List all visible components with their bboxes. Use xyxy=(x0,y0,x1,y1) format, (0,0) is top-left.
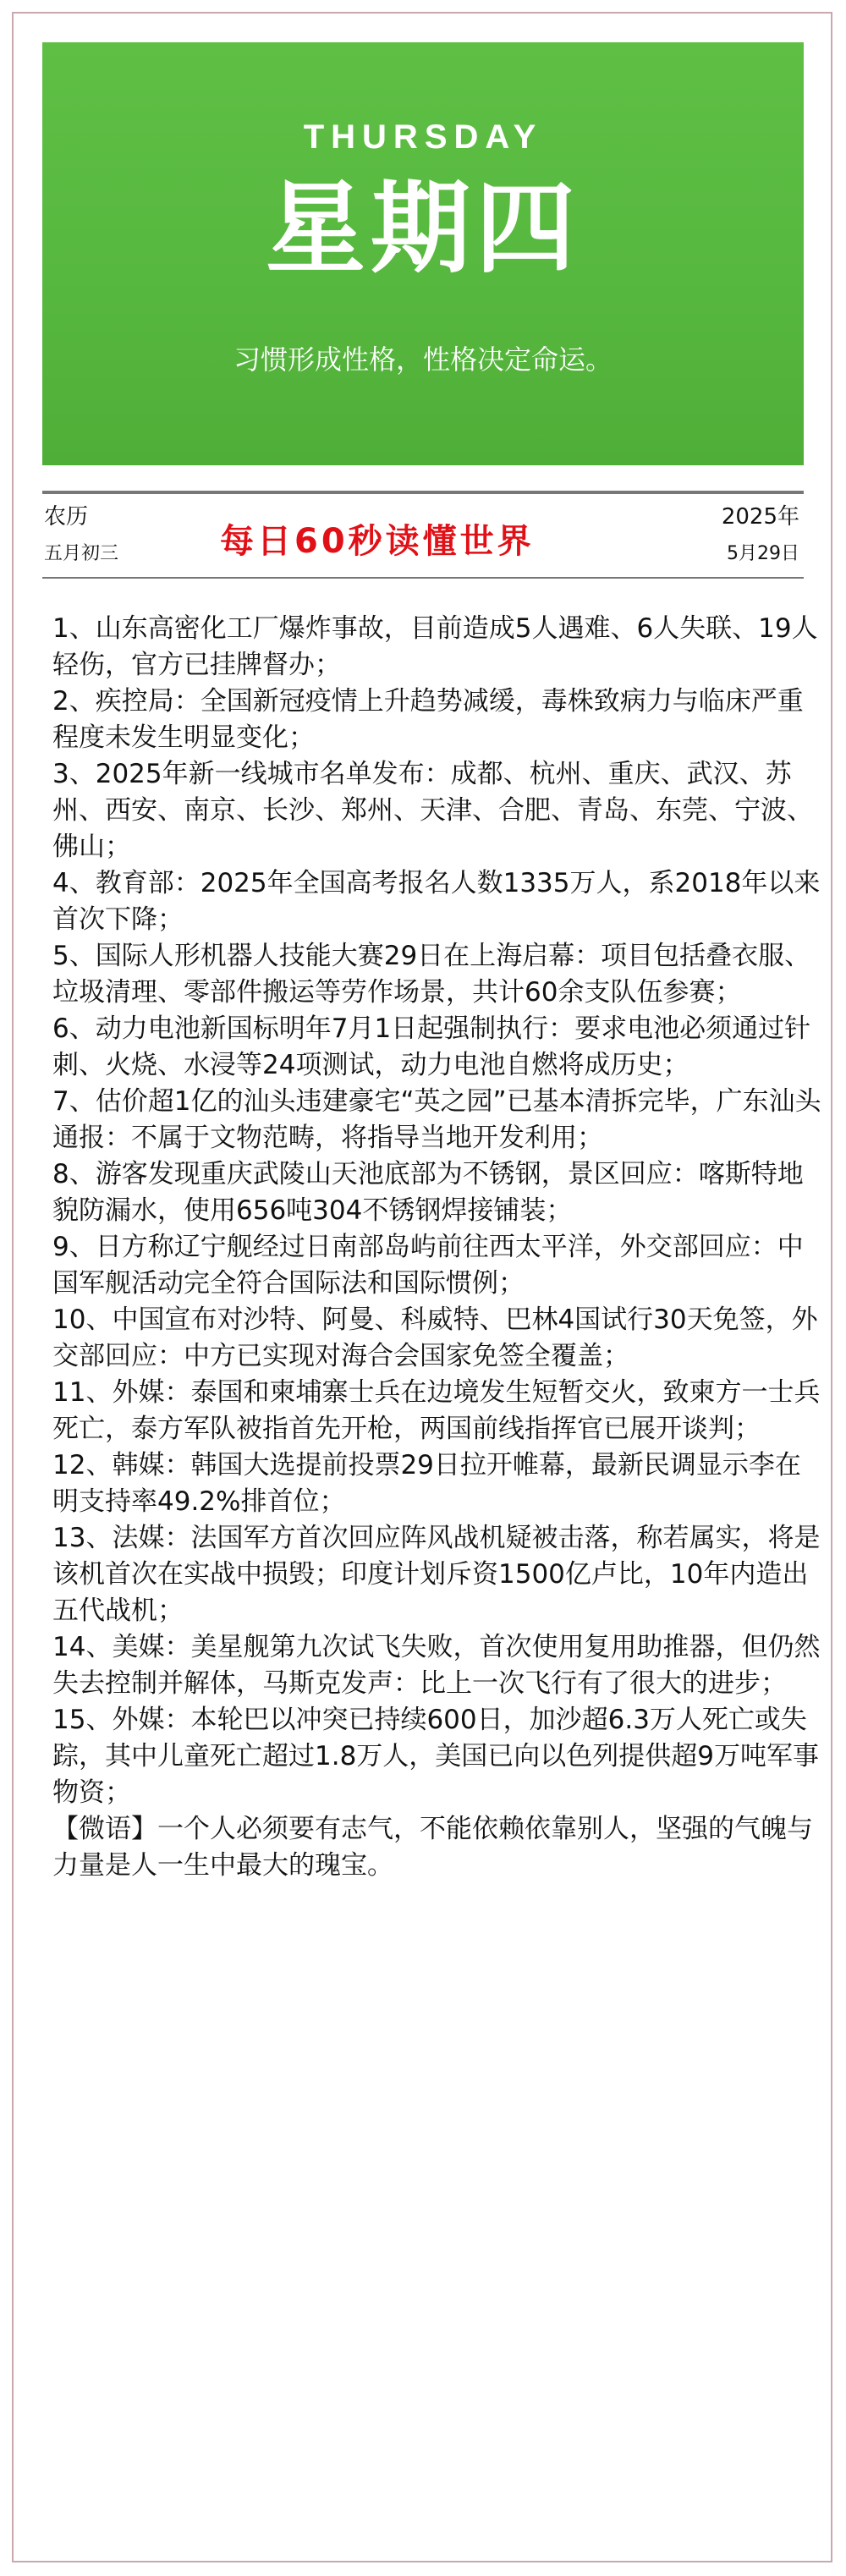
news-item: 1、山东高密化工厂爆炸事故，目前造成5人遇难、6人失联、19人轻伤，官方已挂牌督办； xyxy=(52,613,818,680)
news-item: 5、国际人形机器人技能大赛29日在上海启幕：项目包括叠衣服、垃圾清理、零部件搬运等劳作场景，共计60余支队伍参赛； xyxy=(52,941,811,1008)
lunar-label: 农历 xyxy=(44,504,89,530)
news-item: 9、日方称辽宁舰经过日南部岛屿前往西太平洋，外交部回应：中国军舰活动完全符合国际法和国际惯例； xyxy=(52,1232,804,1299)
motto: 习惯形成性格，性格决定命运。 xyxy=(233,343,613,376)
news-item: 10、中国宣布对沙特、阿曼、科威特、巴林4国试行30天免签，外交部回应：中方已实现对海合会国家免签全覆盖； xyxy=(52,1304,818,1371)
date: 5月29日 xyxy=(727,543,799,564)
news-item: 3、2025年新一线城市名单发布：成都、杭州、重庆、武汉、苏州、西安、南京、长沙、郑州、天津、合肥、青岛、东莞、宁波、佛山； xyxy=(52,759,813,862)
lunar-date: 五月初三 xyxy=(44,543,119,564)
weekday-english: THURSDAY xyxy=(303,118,543,156)
news-list xyxy=(52,611,822,1884)
header-banner xyxy=(42,42,804,465)
divider-top xyxy=(42,491,804,494)
news-item: 6、动力电池新国标明年7月1日起强制执行：要求电池必须通过针刺、火烧、水浸等24项测试，动力电池自燃将成历史； xyxy=(52,1013,811,1080)
news-item: 13、法媒：法国军方首次回应阵风战机疑被击落，称若属实，将是该机首次在实战中损毁；印度计划斥资1500亿卢比，10年内造出五代战机； xyxy=(52,1523,821,1626)
weekday-chinese: 星期四 xyxy=(265,170,580,287)
news-item: 8、游客发现重庆武陵山天池底部为不锈钢，景区回应：喀斯特地貌防漏水，使用656吨304不锈钢焊接铺装； xyxy=(52,1159,804,1226)
news-item: 4、教育部：2025年全国高考报名人数1335万人，系2018年以来首次下降； xyxy=(52,868,821,935)
news-item: 12、韩媒：韩国大选提前投票29日拉开帷幕，最新民调显示李在明支持率49.2%排首位； xyxy=(52,1450,801,1517)
news-item: 14、美媒：美星舰第九次试飞失败，首次使用复用助推器，但仍然失去控制并解体，马斯克发声：比上一次飞行有了很大的进步； xyxy=(52,1632,821,1699)
news-item: 7、估价超1亿的汕头违建豪宅“英之园”已基本清拆完毕，广东汕头通报：不属于文物范畴，将指导当地开发利用； xyxy=(52,1086,821,1153)
headline: 每日60秒读懂世界 xyxy=(220,522,535,561)
year: 2025年 xyxy=(721,504,799,530)
news-item: 15、外媒：本轮巴以冲突已持续600日，加沙超6.3万人死亡或失踪，其中儿童死亡超过1.8万人，美国已向以色列提供超9万吨军事物资； xyxy=(52,1705,820,1808)
daily-quote: 【微语】一个人必须要有志气，不能依赖依靠别人，坚强的气魄与力量是人一生中最大的瑰宝。 xyxy=(52,1814,813,1881)
news-item: 11、外媒：泰国和柬埔寨士兵在边境发生短暂交火，致柬方一士兵死亡，泰方军队被指首先开枪，两国前线指挥官已展开谈判； xyxy=(52,1377,821,1444)
news-item: 2、疾控局：全国新冠疫情上升趋势减缓，毒株致病力与临床严重程度未发生明显变化； xyxy=(52,686,804,753)
divider-bottom xyxy=(42,577,804,579)
